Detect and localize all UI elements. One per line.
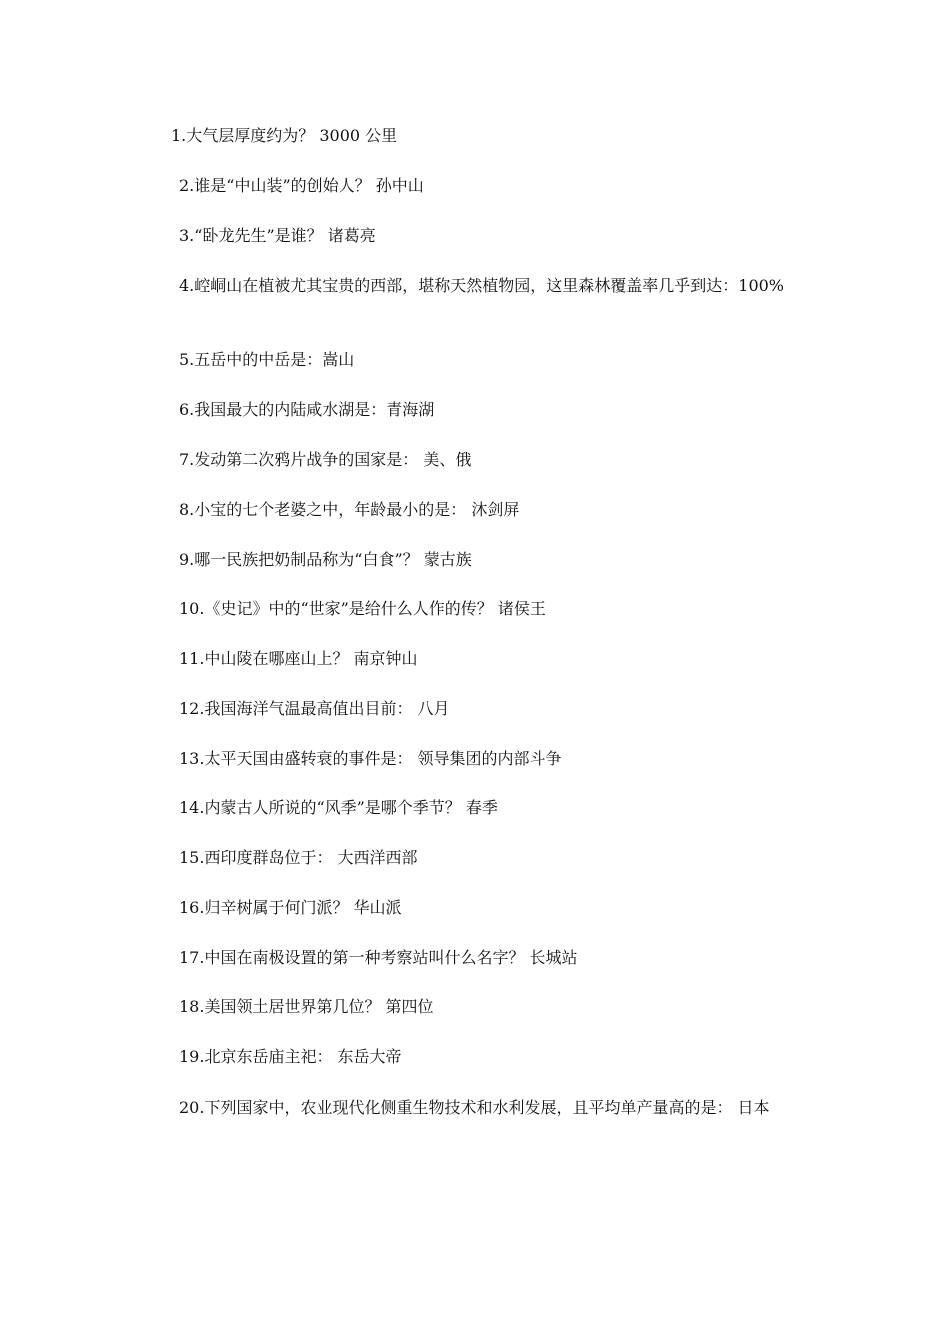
question-item-6: 6.我国最大的内陆咸水湖是：青海湖 xyxy=(179,400,435,419)
question-item-14: 14.内蒙古人所说的“风季”是哪个季节？ 春季 xyxy=(179,798,498,817)
question-item-11: 11.中山陵在哪座山上？ 南京钟山 xyxy=(179,649,418,668)
question-item-20: 20.下列国家中，农业现代化侧重生物技术和水利发展，且平均单产量高的是： 日本 xyxy=(179,1098,770,1117)
question-item-18: 18.美国领土居世界第几位？ 第四位 xyxy=(179,997,434,1016)
question-item-2: 2.谁是“中山装”的创始人？ 孙中山 xyxy=(179,176,424,195)
question-item-8: 8.小宝的七个老婆之中，年龄最小的是： 沐剑屏 xyxy=(179,500,520,519)
question-item-13: 13.太平天国由盛转衰的事件是： 领导集团的内部斗争 xyxy=(179,749,562,768)
question-item-16: 16.归辛树属于何门派？ 华山派 xyxy=(179,898,402,917)
question-item-15: 15.西印度群岛位于： 大西洋西部 xyxy=(179,848,418,867)
question-item-17: 17.中国在南极设置的第一种考察站叫什么名字？ 长城站 xyxy=(179,948,578,967)
question-item-4: 4.崆峒山在植被尤其宝贵的西部，堪称天然植物园，这里森林覆盖率几乎到达：100% xyxy=(179,276,785,295)
question-item-3: 3.“卧龙先生”是谁？ 诸葛亮 xyxy=(179,226,376,245)
question-item-19: 19.北京东岳庙主祀： 东岳大帝 xyxy=(179,1047,402,1066)
question-item-5: 5.五岳中的中岳是：嵩山 xyxy=(179,350,355,369)
question-item-7: 7.发动第二次鸦片战争的国家是： 美、俄 xyxy=(179,450,472,469)
question-item-12: 12.我国海洋气温最高值出目前： 八月 xyxy=(179,699,450,718)
question-item-10: 10.《史记》中的“世家”是给什么人作的传？ 诸侯王 xyxy=(179,599,546,618)
question-item-1: 1.大气层厚度约为？ 3000 公里 xyxy=(171,126,398,145)
question-item-9: 9.哪一民族把奶制品称为“白食”？ 蒙古族 xyxy=(179,550,472,569)
